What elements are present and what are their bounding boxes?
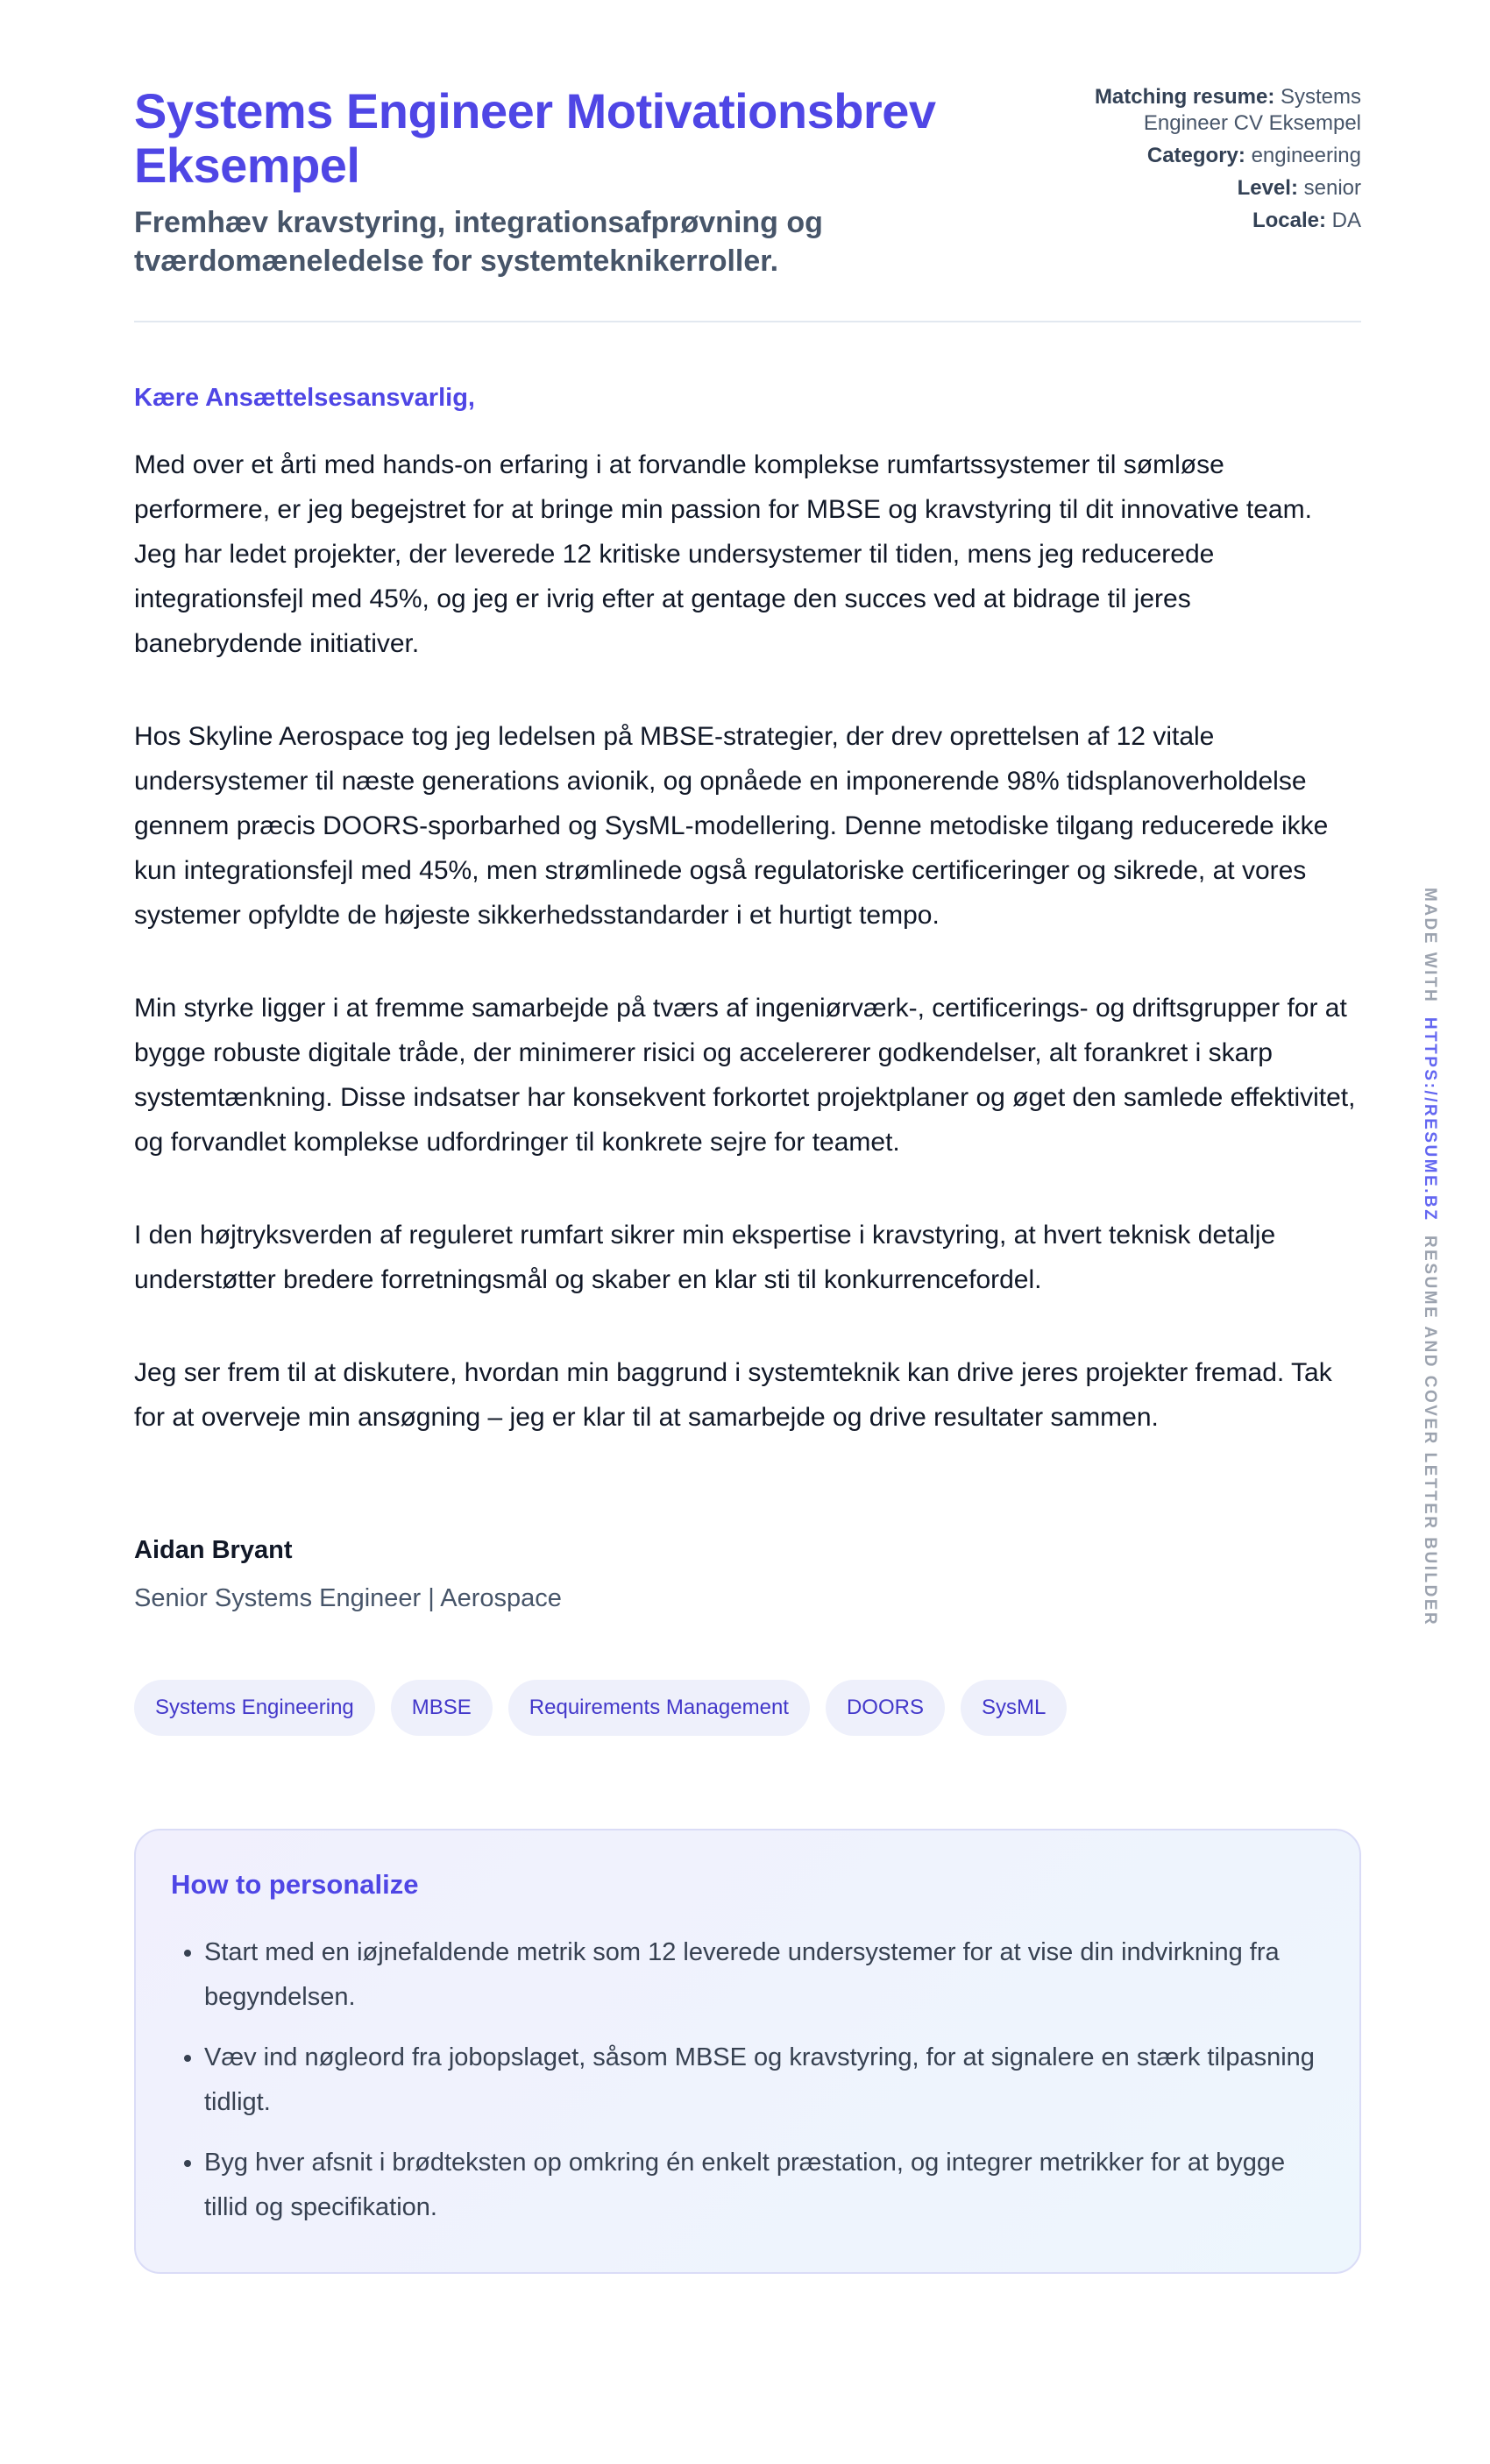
made-with-watermark [1420,888,1439,1626]
meta-value: engineering [1251,144,1361,167]
letter-paragraph: Jeg ser frem til at diskutere, hvordan min baggrund i systemteknik kan drive jeres projekter fremad. Tak for at overveje min ansøgning – jeg er klar til at samarbejde og drive resultater sammen. [134,1358,1332,1432]
page-subtitle: Fremhæv kravstyring, integrationsafprøvning og tværdomæneledelse for systemteknikerroller. [134,206,823,278]
meta-label: Locale: [1252,209,1326,232]
meta-locale [1063,208,1361,234]
watermark-prefix: MADE WITH [1421,888,1439,1004]
tips-list [171,1930,1324,2230]
tips-title: How to personalize [171,1869,419,1900]
meta-label: Matching resume: [1094,85,1275,109]
greeting: Kære Ansættelsesansvarlig, [134,384,475,412]
resume-bz-link[interactable]: HTTPS://RESUME.BZ [1421,1016,1439,1222]
tip-item: • Væv ind nøgleord fra jobopslaget, såsom MBSE og kravstyring, for at signalere en stærk tilpasning tidligt. [204,2036,1324,2125]
skill-tag: SysML [961,1680,1067,1736]
meta-matching-resume [1063,84,1361,137]
meta-category [1063,143,1361,169]
meta-value: Systems Engineer CV Eksempel [1143,85,1361,135]
meta-label: Level: [1237,176,1298,200]
letter-paragraph: I den højtryksverden af reguleret rumfart sikrer min ekspertise i kravstyring, at hvert teknisk detalje understøtter bredere forretningsmål og skaber en klar sti til konkurrencefordel. [134,1221,1276,1294]
skill-tag: Requirements Management [508,1680,810,1736]
meta-value: senior [1303,176,1361,200]
skill-tags [134,1680,1361,1736]
letter-paragraph: Med over et årti med hands-on erfaring i at forvandle komplekse rumfartssystemer til sømløse performere, er jeg begejstret for at bringe min passion for MBSE og kravstyring til dit innovative team. Jeg har ledet projekter, der leverede 12 kritiske undersystemer til tiden, mens jeg reducerede integrationsfejl med 45%, og jeg er ivrig efter at gentage den succes ved at bidrage til jeres banebrydende initiativer. [134,450,1312,658]
divider [134,321,1361,322]
signature-role: Senior Systems Engineer | Aerospace [134,1584,562,1612]
meta-level [1063,175,1361,202]
skill-tag: Systems Engineering [134,1680,375,1736]
header [134,84,1361,280]
meta-value: DA [1331,209,1361,232]
tip-item: • Start med en iøjnefaldende metrik som 12 leverede undersystemer for at vise din indvirkning fra begyndelsen. [204,1930,1324,2020]
signature-name: Aidan Bryant [134,1536,293,1564]
meta-info [1063,84,1361,240]
title-block [134,84,1011,280]
cover-letter-page [134,84,1361,2274]
letter-paragraph: Min styrke ligger i at fremme samarbejde på tværs af ingeniørværk-, certificerings- og driftsgrupper for at bygge robuste digitale tråde, der minimerer risici og accelererer godkendelser, alt forankret i skarp systemtænkning. Disse indsatser har konsekvent forkortet projektplaner og øget den samlede effektivitet, og forvandlet komplekse udfordringer til konkrete sejre for teamet. [134,994,1356,1157]
personalize-tips-box [134,1829,1361,2274]
skill-tag: MBSE [391,1680,493,1736]
letter-paragraph: Hos Skyline Aerospace tog jeg ledelsen på MBSE-strategier, der drev oprettelsen af 12 vitale undersystemer til næste generations avionik, og opnåede en imponerende 98% tidsplanoverholdelse gennem præcis DOORS-sporbarhed og SysML-modellering. Denne metodiske tilgang reducerede ikke kun integrationsfejl med 45%, men strømlinede også regulatoriske certificeringer og sikrede, at vores systemer opfyldte de højeste sikkerhedsstandarder i et hurtigt tempo. [134,722,1329,930]
meta-label: Category: [1146,144,1245,167]
tip-item: • Byg hver afsnit i brødteksten op omkring én enkelt præstation, og integrer metrikker for at bygge tillid og specifikation. [204,2141,1324,2230]
page-title: Systems Engineer Motivationsbrev Eksempel [134,83,936,193]
watermark-suffix: RESUME AND COVER LETTER BUILDER [1421,1235,1439,1627]
skill-tag: DOORS [826,1680,945,1736]
